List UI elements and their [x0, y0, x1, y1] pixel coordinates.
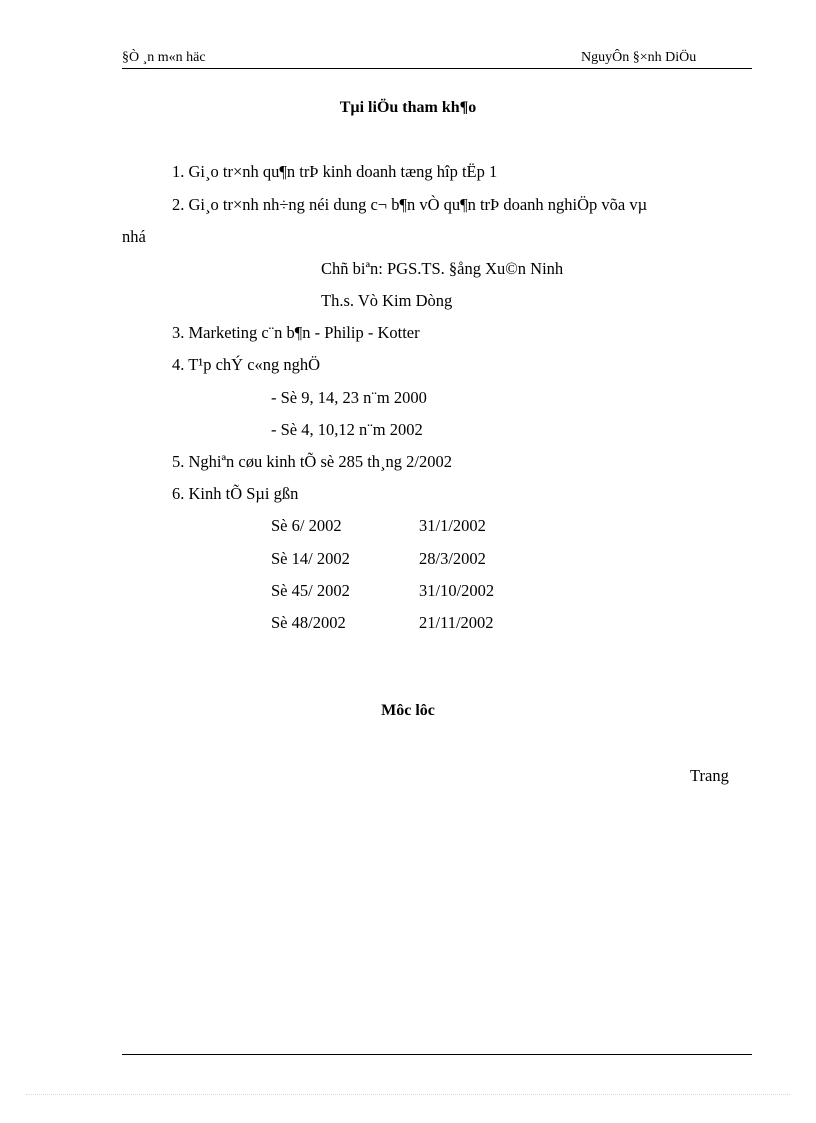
- issue-date: 21/11/2002: [419, 613, 494, 632]
- reference-item-3: 3. Marketing c¨n b¶n - Philip - Kotter: [172, 323, 420, 342]
- reference-item-4: 4. T¹p chÝ c«ng nghÖ: [172, 355, 321, 374]
- issue-date: 28/3/2002: [419, 549, 486, 568]
- issue-date: 31/1/2002: [419, 516, 486, 535]
- reference-item-2-continued: nhá: [122, 227, 146, 246]
- reference-item-2-editor: Chñ biªn: PGS.TS. §ång Xu©n Ninh: [321, 259, 564, 278]
- footer-rule: [122, 1054, 752, 1055]
- issue-number: Sè 14/ 2002: [271, 549, 350, 568]
- header-rule: [122, 68, 752, 69]
- reference-item-4-b: - Sè 4, 10,12 n¨m 2002: [271, 420, 423, 439]
- reference-item-2-coauthor: Th.s. Vò Kim Dòng: [321, 291, 453, 310]
- reference-item-2: 2. Gi¸o tr×nh nh÷ng néi dung c¬ b¶n vÒ qu¶n trÞ doanh nghiÖp võa vµ: [172, 195, 648, 214]
- reference-item-5: 5. Nghiªn cøu kinh tÕ sè 285 th¸ng 2/2002: [172, 452, 452, 471]
- toc-page-label: Trang: [690, 766, 729, 785]
- toc-title: Môc lôc: [381, 702, 435, 719]
- issue-date: 31/10/2002: [419, 581, 495, 600]
- header-left-text: §Ò ¸n m«n häc: [122, 50, 206, 65]
- reference-item-4-a: - Sè 9, 14, 23 n¨m 2000: [271, 388, 427, 407]
- issue-number: Sè 6/ 2002: [271, 516, 342, 535]
- issue-number: Sè 45/ 2002: [271, 581, 350, 600]
- references-title: Tµi liÖu tham kh¶o: [339, 99, 477, 116]
- page-edge-dots: [26, 1094, 790, 1095]
- reference-item-1: 1. Gi¸o tr×nh qu¶n trÞ kinh doanh tæng hîp tËp 1: [172, 162, 498, 181]
- header-right-text: NguyÔn §×nh DiÖu: [581, 50, 697, 65]
- reference-item-6: 6. Kinh tÕ Sµi gßn: [172, 484, 299, 503]
- issue-number: Sè 48/2002: [271, 613, 346, 632]
